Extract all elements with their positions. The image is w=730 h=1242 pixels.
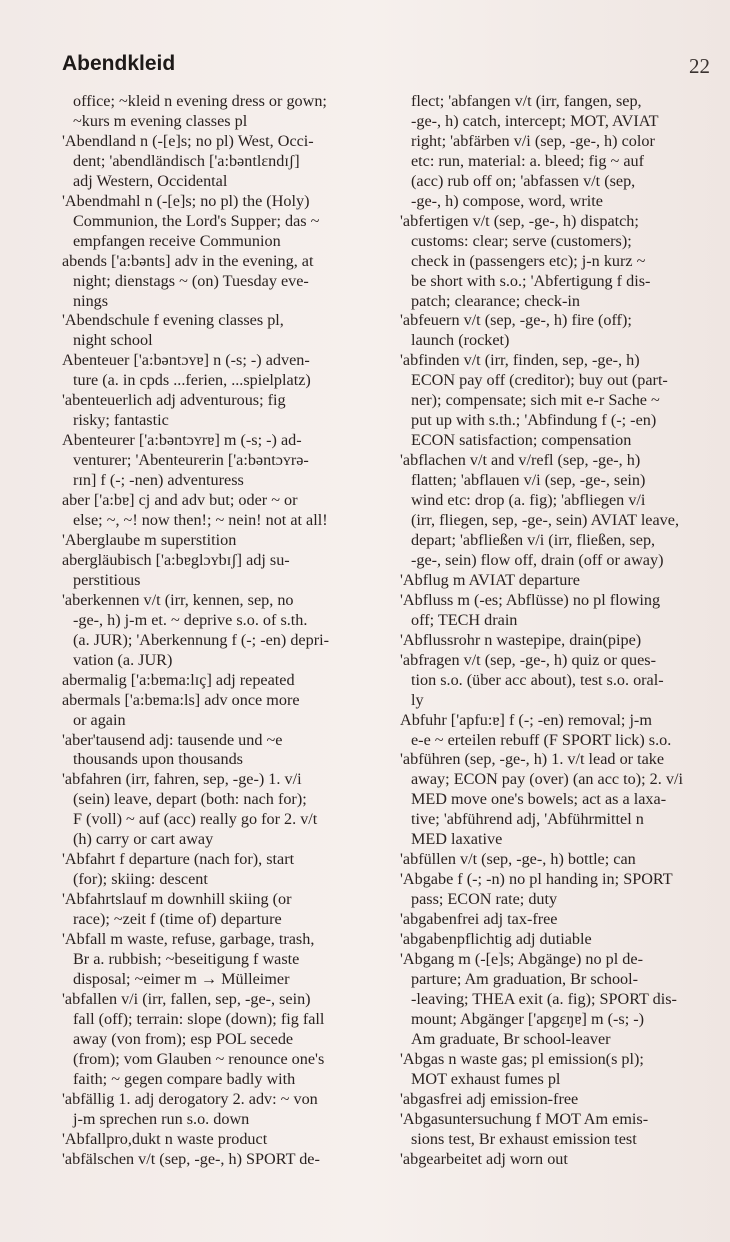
dictionary-line: sions test, Br exhaust emission test [411, 1129, 637, 1148]
dictionary-line: perstitious [73, 570, 141, 589]
dictionary-line: -ge-, h) catch, intercept; MOT, AVIAT [411, 111, 659, 130]
dictionary-line: rɪn] f (-; -nen) adventuress [73, 471, 244, 490]
dictionary-line: nings [73, 291, 109, 310]
dictionary-line: 'Abgas n waste gas; pl emission(s pl); [400, 1049, 644, 1068]
dictionary-line: 'abfinden v/t (irr, finden, sep, -ge-, h) [400, 351, 640, 370]
dictionary-line: ECON satisfaction; compensation [411, 431, 632, 450]
dictionary-line: pass; ECON rate; duty [411, 890, 558, 909]
dictionary-line: (h) carry or cart away [73, 830, 214, 849]
dictionary-line: flect; 'abfangen v/t (irr, fangen, sep, [411, 92, 642, 110]
dictionary-line: abermals ['a:bɐma:ls] adv once more [62, 690, 300, 709]
dictionary-line: 'abenteuerlich adj adventurous; fig [62, 391, 286, 410]
dictionary-line: 'abgasfrei adj emission-free [400, 1089, 579, 1108]
dictionary-line: 'abgabenfrei adj tax-free [400, 910, 558, 929]
dictionary-line: 'Abgasuntersuchung f MOT Am emis- [400, 1109, 649, 1128]
dictionary-line: disposal; ~eimer m → Mülleimer [73, 969, 290, 988]
dictionary-line: ~kurs m evening classes pl [73, 111, 248, 130]
dictionary-line: customs: clear; serve (customers); [411, 231, 632, 250]
dictionary-line: risky; fantastic [73, 411, 169, 430]
dictionary-line: depart; 'abfließen v/i (irr, fließen, sep, [411, 530, 656, 549]
dictionary-line: MOT exhaust fumes pl [411, 1069, 561, 1088]
dictionary-line: 'Abendland n (-[e]s; no pl) West, Occi- [62, 131, 314, 150]
dictionary-line: ture (a. in cpds ...ferien, ...spielplatz) [73, 371, 311, 390]
dictionary-line: abends ['a:bənts] adv in the evening, at [62, 251, 314, 270]
dictionary-line: vation (a. JUR) [73, 650, 173, 669]
dictionary-line: 'Abgang m (-[e]s; Abgänge) no pl de- [400, 949, 643, 968]
dictionary-line: 'abfälschen v/t (sep, -ge-, h) SPORT de- [62, 1149, 320, 1168]
dictionary-line: 'Abfahrt f departure (nach for), start [62, 850, 295, 869]
dictionary-line: right; 'abfärben v/i (sep, -ge-, h) color [411, 131, 655, 150]
dictionary-line: 'Abfluss m (-es; Abflüsse) no pl flowing [400, 590, 661, 609]
dictionary-line: -ge-, sein) flow off, drain (off or away) [411, 550, 664, 569]
dictionary-line: tion s.o. (über acc about), test s.o. oral- [411, 670, 664, 689]
dictionary-line: dent; 'abendländisch ['a:bəntlɛndɪʃ] [73, 151, 300, 170]
dictionary-line: night school [73, 331, 153, 350]
dictionary-line: 'Abendschule f evening classes pl, [62, 311, 284, 330]
dictionary-line: 'abflachen v/t and v/refl (sep, -ge-, h) [400, 451, 641, 470]
dictionary-line: (acc) rub off on; 'abfassen v/t (sep, [411, 171, 636, 190]
dictionary-line: ner); compensate; sich mit e-r Sache ~ [411, 391, 660, 410]
dictionary-line: off; TECH drain [411, 610, 518, 629]
dictionary-line: race); ~zeit f (time of) departure [73, 910, 282, 929]
dictionary-line: 'abgearbeitet adj worn out [400, 1149, 568, 1168]
dictionary-line: -ge-, h) compose, word, write [411, 191, 603, 210]
dictionary-line: Abfuhr ['apfu:ɐ] f (-; -en) removal; j-m [400, 710, 652, 729]
dictionary-line: 'abgabenpflichtig adj dutiable [400, 930, 592, 949]
dictionary-line: 'Aberglaube m superstition [62, 530, 237, 549]
dictionary-line: faith; ~ gegen compare badly with [73, 1069, 296, 1088]
dictionary-line: away (von from); esp POL secede [73, 1029, 294, 1048]
dictionary-line: (from); vom Glauben ~ renounce one's [73, 1049, 325, 1068]
dictionary-line: (sein) leave, depart (both: nach for); [73, 790, 307, 809]
dictionary-line: 'Abendmahl n (-[e]s; no pl) the (Holy) [62, 191, 310, 210]
dictionary-line: 'abfragen v/t (sep, -ge-, h) quiz or ques- [400, 650, 656, 669]
dictionary-line: 'abfällig 1. adj derogatory 2. adv: ~ von [62, 1089, 318, 1108]
dictionary-line: thousands upon thousands [73, 750, 243, 769]
dictionary-line: j-m sprechen run s.o. down [73, 1109, 250, 1128]
dictionary-line: ECON pay off (creditor); buy out (part- [411, 371, 668, 390]
dictionary-line: wind etc: drop (a. fig); 'abfliegen v/i [411, 491, 646, 510]
dictionary-line: empfangen receive Communion [73, 231, 281, 250]
dictionary-line: office; ~kleid n evening dress or gown; [73, 92, 327, 110]
dictionary-line: 'Abfahrtslauf m downhill skiing (or [62, 890, 292, 909]
dictionary-line: mount; Abgänger ['apgɛŋɐ] m (-s; -) [411, 1009, 645, 1028]
dictionary-line: -leaving; THEA exit (a. fig); SPORT dis- [411, 989, 677, 1008]
dictionary-line: MED move one's bowels; act as a laxa- [411, 790, 667, 809]
dictionary-line: etc: run, material: a. bleed; fig ~ auf [411, 151, 645, 170]
dictionary-line: patch; clearance; check-in [411, 291, 580, 310]
dictionary-line: check in (passengers etc); j-n kurz ~ [411, 251, 646, 270]
dictionary-line: fall (off); terrain: slope (down); fig fall [73, 1009, 325, 1028]
dictionary-line: -ge-, h) j-m et. ~ deprive s.o. of s.th. [73, 610, 308, 629]
dictionary-line: (a. JUR); 'Aberkennung f (-; -en) depri- [73, 630, 329, 649]
dictionary-line: 'aberkennen v/t (irr, kennen, sep, no [62, 590, 294, 609]
dictionary-line: night; dienstags ~ (on) Tuesday eve- [73, 271, 309, 290]
dictionary-line: F (voll) ~ auf (acc) really go for 2. v/t [73, 810, 318, 829]
page-number: 22 [689, 54, 710, 78]
dictionary-line: MED laxative [411, 830, 503, 849]
dictionary-line: e-e ~ erteilen rebuff (F SPORT lick) s.o. [411, 730, 672, 749]
dictionary-line: 'abfertigen v/t (sep, -ge-, h) dispatch; [400, 211, 639, 230]
dictionary-line: abergläubisch ['a:bɐglɔʏbɪʃ] adj su- [62, 550, 290, 569]
dictionary-line: 'abfüllen v/t (sep, -ge-, h) bottle; can [400, 850, 636, 869]
dictionary-line: (irr, fliegen, sep, -ge-, sein) AVIAT leave, [411, 511, 680, 530]
dictionary-line: parture; Am graduation, Br school- [411, 969, 639, 988]
dictionary-line: Communion, the Lord's Supper; das ~ [73, 211, 320, 230]
dictionary-line: or again [73, 710, 126, 729]
dictionary-line: 'abfallen v/i (irr, fallen, sep, -ge-, sein) [62, 989, 311, 1008]
dictionary-line: abermalig ['a:bɐma:lɪç] adj repeated [62, 670, 295, 689]
dictionary-line: away; ECON pay (over) (an acc to); 2. v/i [411, 770, 683, 789]
dictionary-line: Abenteuer ['a:bəntɔʏɐ] n (-s; -) adven- [62, 351, 310, 370]
dictionary-line: Abenteurer ['a:bəntɔʏrɐ] m (-s; -) ad- [62, 431, 302, 450]
dictionary-line: 'Abflug m AVIAT departure [400, 570, 580, 589]
dictionary-line: ly [411, 690, 424, 709]
dictionary-line: else; ~, ~! now then!; ~ nein! not at all! [73, 511, 328, 530]
dictionary-line: 'Abflussrohr n wastepipe, drain(pipe) [400, 630, 642, 649]
dictionary-line: 'aber'tausend adj: tausende und ~e [62, 730, 283, 749]
running-headword: Abendkleid [62, 52, 176, 75]
dictionary-line: 'Abfallpro,dukt n waste product [62, 1129, 268, 1148]
dictionary-line: tive; 'abführend adj, 'Abführmittel n [411, 810, 644, 829]
dictionary-line: adj Western, Occidental [73, 171, 228, 190]
dictionary-line: be short with s.o.; 'Abfertigung f dis- [411, 271, 651, 290]
dictionary-line: venturer; 'Abenteurerin ['a:bəntɔʏrə- [73, 451, 309, 470]
dictionary-line: (for); skiing: descent [73, 870, 208, 889]
dictionary-line: launch (rocket) [411, 331, 510, 350]
dictionary-line: 'abführen (sep, -ge-, h) 1. v/t lead or take [400, 750, 665, 769]
dictionary-line: 'abfeuern v/t (sep, -ge-, h) fire (off); [400, 311, 632, 330]
dictionary-line: 'abfahren (irr, fahren, sep, -ge-) 1. v/i [62, 770, 302, 789]
dictionary-line: aber ['a:bɐ] cj and adv but; oder ~ or [62, 491, 298, 510]
dictionary-line: 'Abgabe f (-; -n) no pl handing in; SPORT [400, 870, 673, 889]
dictionary-line: 'Abfall m waste, refuse, garbage, trash, [62, 930, 315, 949]
page-header [62, 52, 710, 88]
dictionary-line: Br a. rubbish; ~beseitigung f waste [73, 949, 300, 968]
right-column [400, 92, 712, 1169]
dictionary-line: put up with s.th.; 'Abfindung f (-; -en) [411, 411, 657, 430]
dictionary-line: Am graduate, Br school-leaver [411, 1029, 611, 1048]
left-column [62, 92, 380, 1169]
dictionary-line: flatten; 'abflauen v/i (sep, -ge-, sein) [411, 471, 646, 490]
